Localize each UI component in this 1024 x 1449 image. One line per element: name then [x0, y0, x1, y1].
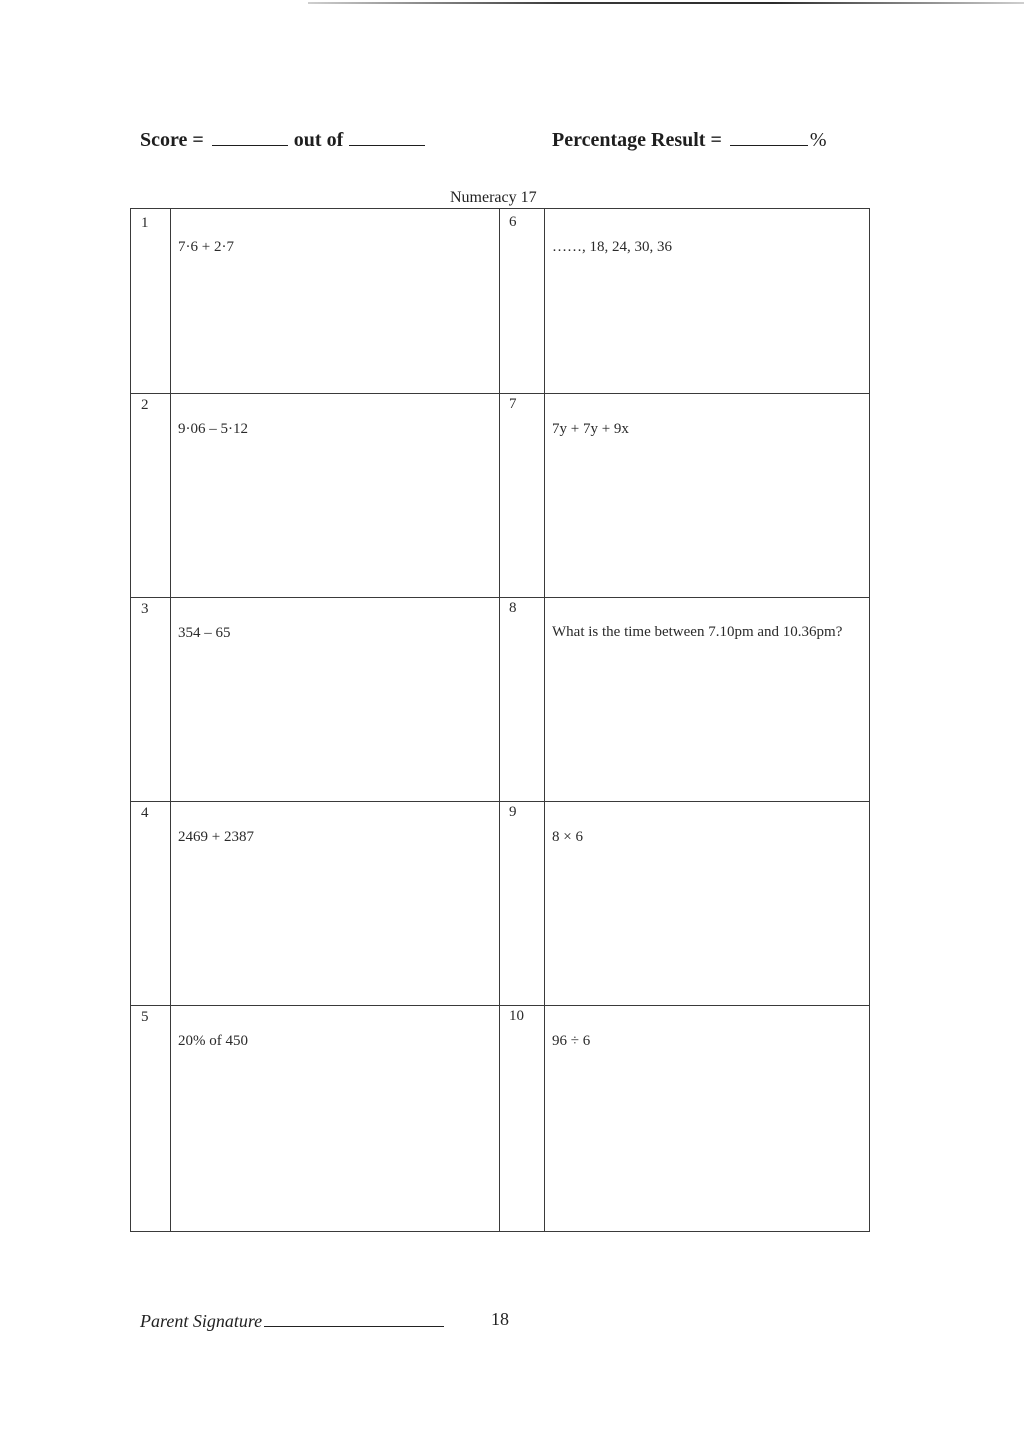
parent-signature-field [140, 1311, 444, 1332]
score-label: Score = [140, 129, 204, 151]
question-number-8: 8 [509, 600, 517, 616]
question-text-4: 2469 + 2387 [178, 829, 254, 845]
row-divider-2 [131, 597, 869, 598]
parent-signature-blank[interactable] [264, 1311, 444, 1327]
right-number-column-divider [544, 209, 545, 1231]
row-divider-1 [131, 393, 869, 394]
question-number-2: 2 [141, 397, 149, 413]
page-number: 18 [491, 1309, 509, 1329]
question-text-8: What is the time between 7.10pm and 10.36pm? [552, 624, 843, 640]
score-blank[interactable] [212, 128, 288, 146]
question-number-9: 9 [509, 804, 517, 820]
question-number-4: 4 [141, 805, 149, 821]
parent-signature-label: Parent Signature [140, 1311, 263, 1331]
out-of-label: out of [293, 129, 344, 151]
top-edge-rule [308, 2, 1024, 4]
question-number-6: 6 [509, 214, 517, 230]
percentage-field [552, 128, 827, 152]
question-text-3: 354 – 65 [178, 625, 231, 641]
out-of-blank[interactable] [349, 128, 425, 146]
question-text-2: 9·06 – 5·12 [178, 421, 248, 437]
score-field [140, 128, 425, 152]
question-text-9: 8 × 6 [552, 829, 583, 845]
left-number-column-divider [170, 209, 171, 1231]
percentage-blank[interactable] [730, 128, 808, 146]
question-text-6: ……, 18, 24, 30, 36 [552, 239, 672, 255]
question-text-5: 20% of 450 [178, 1033, 248, 1049]
center-divider [499, 209, 500, 1231]
question-text-7: 7y + 7y + 9x [552, 421, 629, 437]
row-divider-3 [131, 801, 869, 802]
question-grid [130, 208, 870, 1232]
percentage-label: Percentage Result = [552, 129, 722, 151]
row-divider-4 [131, 1005, 869, 1006]
question-number-10: 10 [509, 1008, 524, 1024]
question-number-7: 7 [509, 396, 517, 412]
worksheet-title: Numeracy 17 [450, 189, 537, 206]
percent-sign: % [809, 129, 827, 151]
question-number-3: 3 [141, 601, 149, 617]
question-number-5: 5 [141, 1009, 149, 1025]
question-text-10: 96 ÷ 6 [552, 1033, 591, 1049]
question-number-1: 1 [141, 215, 149, 231]
question-text-1: 7·6 + 2·7 [178, 239, 234, 255]
